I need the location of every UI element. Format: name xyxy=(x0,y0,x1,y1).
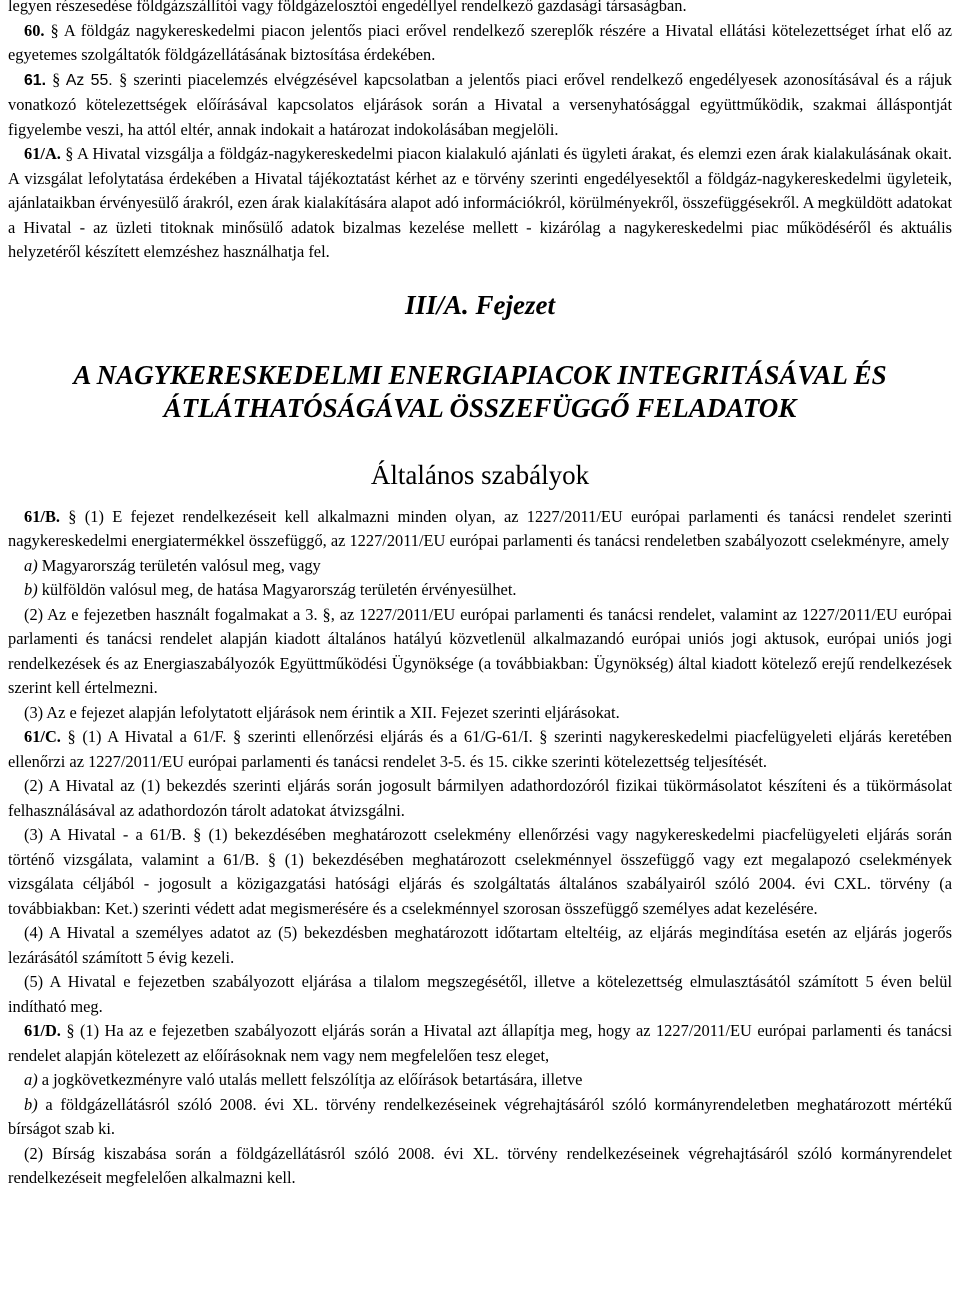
list-item-a xyxy=(8,554,952,579)
section-sign: § xyxy=(119,69,128,89)
chapter-title xyxy=(8,359,952,425)
paragraph-61B-1 xyxy=(8,505,952,554)
section-sign: § xyxy=(193,825,202,844)
paragraph-61 xyxy=(8,68,952,143)
paragraph-61C-5 xyxy=(8,970,952,1019)
paragraph-continuation xyxy=(8,0,952,19)
list-label: b) xyxy=(24,580,38,599)
paragraph-61C-3 xyxy=(8,823,952,921)
paragraph-61D-1 xyxy=(8,1019,952,1068)
paragraph-text: (2) Bírság kiszabása során a földgázellátásról szóló 2008. évi XL. törvény rendelkezéseinek végrehajtásáról szóló kormányrendelet rendelkezéseit megfelelően alkalmazni kell. xyxy=(8,1143,952,1187)
paragraph-61B-2 xyxy=(8,603,952,701)
paragraph-61C-1 xyxy=(8,725,952,774)
section-number: 61/A. xyxy=(24,144,61,163)
section-sign: § xyxy=(267,849,277,869)
list-label: b) xyxy=(24,1094,38,1114)
paragraph-text: (1) A Hivatal a 61/F. xyxy=(75,727,234,746)
paragraph-text: (2) Az e fejezetben használt fogalmakat a 3. xyxy=(24,604,323,624)
paragraph-text: (3) Az e fejezet alapján lefolytatott eljárások nem érintik a XII. Fejezet szerinti eljárásokat. xyxy=(24,702,620,722)
section-number: 61. xyxy=(24,71,46,89)
chapter-title-line: A NAGYKERESKEDELMI ENERGIAPIACOK INTEGRITÁSÁVAL ÉS xyxy=(73,359,887,390)
section-number: 61/C. xyxy=(24,727,61,746)
paragraph-text: (1) bekezdésében meghatározott cselekmény ellenőrzési vagy nagykereskedelmi piacfelügyeleti eljárás során történő vizsgálata, valamint a 61/B. xyxy=(8,825,952,869)
paragraph-text: (3) A Hivatal - a 61/B. xyxy=(24,825,194,844)
paragraph-text: Az 55. xyxy=(60,71,120,89)
list-item-b xyxy=(8,1093,952,1142)
list-label: a) xyxy=(24,555,38,575)
chapter-subtitle: Általános szabályok xyxy=(370,459,590,490)
paragraph-text: szerinti ellenőrzési eljárás és a 61/G-61/I. xyxy=(241,727,540,746)
paragraph-text: legyen részesedése földgázszállítói vagy földgázelosztói engedéllyel rendelkező gazdasági társaságban. xyxy=(8,0,687,15)
list-item-b xyxy=(8,578,952,603)
list-text: Magyarország területén valósul meg, vagy xyxy=(37,555,321,575)
paragraph-text: (5) A Hivatal e fejezetben szabályozott eljárása a tilalom megszegésétől, illetve a kötelezettség elmulasztásától számított 5 éven belül indítható meg. xyxy=(8,972,952,1016)
list-item-a xyxy=(8,1068,952,1093)
section-sign: § xyxy=(50,20,59,40)
paragraph-text: (1) bekezdésében meghatározott cselekménnyel összefüggő vagy ezt megalapozó cselekmények vizsgálata céljából - jogosult a közigazgatási hatósági eljárás és szolgáltatás általános szabályairól szóló 2004. évi CXL. törvény (a továbbiakban: Ket.) szerinti védett adat megismerésére és a cselekménnyel szorosan összefüggő személyes adat kezelésére. xyxy=(8,849,952,918)
section-sign: § xyxy=(66,1021,75,1040)
paragraph-text: A földgáz nagykereskedelmi piacon jelentős piaci erővel rendelkező szereplők részére a Hivatal ellátási kötelezettséget írhat elő az egyetemes szolgáltatók földgázellátásának biztosítása érdekében. xyxy=(8,20,952,64)
section-sign: § xyxy=(539,727,548,746)
paragraph-61C-4 xyxy=(8,921,952,970)
paragraph-61B-3 xyxy=(8,701,952,726)
section-number: 61/B. xyxy=(24,506,60,526)
paragraph-text: A Hivatal vizsgálja a földgáz-nagykereskedelmi piacon kialakuló ajánlati és ügyleti árakat, és elemzi ezen árak kialakulásának okait. A vizsgálat lefolytatása érdekében a Hivatal tájékoztatást kérhet az e törvény szerinti engedélyesektől a földgáz-nagykereskedelmi ügyleteik, ajánlataikban érvényesülő árakról, ezen árak kialakítására alapot adó információkról, körülményekről, összefüggésekről. A megküldött adatokat a Hivatal - az üzleti titoknak minősülő adatok bizalmas kezelése mellett - kizárólag a nagykereskedelmi piac működéséről és aktuális helyzetéről készített elemzéshez használhatja fel. xyxy=(8,144,952,261)
paragraph-text: szerinti piacelemzés elvégzésével kapcsolatban a jelentős piaci erővel rendelkező engedélyesek azonosításával és a rájuk vonatkozó kötelezettségek előírásával kapcsolatos eljárások során a Hivatal a versenyhatósággal együttműködik, szakmai álláspontját figyelembe veszi, ha attól eltér, annak indokait a határozat indokolásában megjelöli. xyxy=(8,69,952,139)
chapter-number: III/A. Fejezet xyxy=(404,289,555,320)
section-sign: § xyxy=(68,506,77,526)
paragraph-61A xyxy=(8,142,952,265)
list-text: külföldön valósul meg, de hatása Magyarország területén érvényesülhet. xyxy=(37,580,517,599)
paragraph-text: szerinti nagykereskedelmi piacfelügyeleti eljárás keretében ellenőrzi az 1227/2011/EU európai parlamenti és tanácsi rendelet 3-5. és 15. cikke szerinti kötelezettség teljesítését. xyxy=(8,727,952,771)
section-sign: § xyxy=(65,144,74,163)
section-sign: § xyxy=(322,604,331,624)
section-sign: § xyxy=(52,69,61,89)
paragraph-text: (4) A Hivatal a személyes adatot az (5) bekezdésben meghatározott időtartam elteltéig, az eljárás megindítása esetén az eljárás jogerős lezárásától számított 5 évig kezeli. xyxy=(8,923,952,967)
paragraph-text: , az 1227/2011/EU európai parlamenti és tanácsi rendelet, valamint az 1227/2011/EU európai parlamenti és tanácsi rendelet alapján kiadott általános hatályú közvetlenül alkalmazandó európai uniós jogi aktusok, európai uniós jogi rendelkezések és az Energiaszabályozók Együttműködési Ügynöksége (a továbbiakban: Ügynökség) által kiadott kötelező erejű rendelkezések szerint kell értelmezni. xyxy=(8,604,952,697)
section-number: 61/D. xyxy=(24,1021,61,1040)
paragraph-text: (1) Ha az e fejezetben szabályozott eljárás során a Hivatal azt állapítja meg, hogy az 1227/2011/EU európai parlamenti és tanácsi rendelet alapján kötelezett az előírásoknak nem vagy nem megfelelően tesz eleget, xyxy=(8,1021,952,1065)
paragraph-text: (2) A Hivatal az (1) bekezdés szerinti eljárás során jogosult bármilyen adathordozóról fizikai tükörmásolatot készíteni és a tükörmásolat felhasználásával az adathordozón tárolt adatokat átvizsgálni. xyxy=(8,776,952,820)
list-label: a) xyxy=(24,1070,38,1089)
section-number: 60. xyxy=(24,20,45,40)
list-text: a jogkövetkezményre való utalás mellett felszólítja az előírások betartására, illetve xyxy=(37,1070,583,1089)
paragraph-60 xyxy=(8,19,952,68)
section-sign: § xyxy=(233,727,242,746)
paragraph-61C-2 xyxy=(8,774,952,823)
section-sign: § xyxy=(67,727,76,746)
paragraph-61D-2 xyxy=(8,1142,952,1191)
paragraph-text: (1) E fejezet rendelkezéseit kell alkalmazni minden olyan, az 1227/2011/EU európai parlamenti és tanácsi rendelet szerinti nagykereskedelmi energiatermékkel összefüggő, az 1227/2011/EU európai parlamenti és tanácsi rendeletben szabályozott cselekményre, amely xyxy=(8,506,952,550)
list-text: a földgázellátásról szóló 2008. évi XL. törvény rendelkezéseinek végrehajtásáról szóló kormányrendeletben meghatározott mértékű bírságot szab ki. xyxy=(8,1094,952,1138)
chapter-title-line: ÁTLÁTHATÓSÁGÁVAL ÖSSZEFÜGGŐ FELADATOK xyxy=(163,392,797,423)
